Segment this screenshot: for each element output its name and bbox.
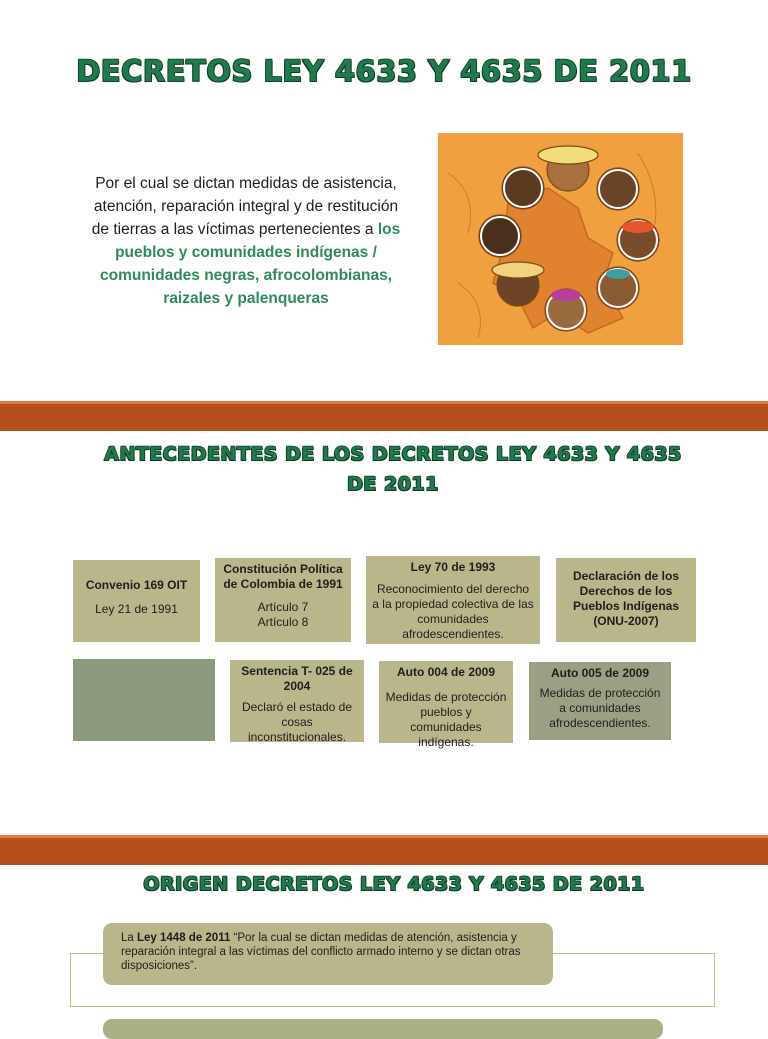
card-title: Auto 005 de 2009 xyxy=(550,666,650,680)
intro-highlight: los pueblos y comunidades indígenas / comunidades negras, afrocolombianas, raizales y palenqueras xyxy=(100,221,401,307)
card-declaracion-onu xyxy=(556,558,696,642)
page-title: DECRETOS LEY 4633 Y 4635 DE 2011 xyxy=(76,54,692,88)
section-divider-band xyxy=(0,835,768,865)
origen-box-ley-1448 xyxy=(103,923,553,985)
card-constitucion-1991 xyxy=(215,558,351,642)
card-body: Ley 21 de 1991 xyxy=(95,602,178,616)
card-body: Medidas de protección pueblos y comunidades indígenas. xyxy=(385,690,507,749)
origen-law: Ley 1448 de 2011 xyxy=(137,932,231,944)
card-title: Convenio 169 OIT xyxy=(85,578,188,592)
card-body: Artículo 7 Artículo 8 xyxy=(257,600,309,629)
section-divider-band xyxy=(0,401,768,431)
communities-illustration xyxy=(438,133,683,345)
card-title: Declaración de los Derechos de los Pueblos Indígenas (ONU-2007) xyxy=(572,569,680,628)
origen-title: ORIGEN DECRETOS LEY 4633 Y 4635 DE 2011 xyxy=(143,873,645,895)
card-title: Sentencia T- 025 de 2004 xyxy=(241,664,353,693)
intro-paragraph xyxy=(86,172,406,310)
map-with-faces-image xyxy=(438,133,683,345)
card-ley-70-1993 xyxy=(366,556,540,644)
origen-text: “Por la cual se dictan medidas de atención, asistencia y reparación integral a las víctimas del conflicto armado interno y se dictan otras disposiciones”. xyxy=(121,932,521,972)
antecedentes-title: ANTECEDENTES DE LOS DECRETOS LEY 4633 Y 4635 DE 2011 xyxy=(104,443,682,495)
card-title: Constitución Política de Colombia de 1991 xyxy=(223,562,343,591)
intro-text: Por el cual se dictan medidas de asistencia, atención, reparación integral y de restitución de tierras a las víctimas pertenecientes a xyxy=(91,175,399,238)
origen-box-next xyxy=(103,1019,663,1039)
card-auto-005 xyxy=(529,662,671,740)
origen-prefix: La xyxy=(121,932,137,944)
card-convenio-169 xyxy=(73,560,200,642)
card-body: Declaró el estado de cosas inconstitucionales. xyxy=(241,700,353,744)
card-body: Medidas de protección a comunidades afrodescendientes. xyxy=(539,686,661,730)
card-title: Ley 70 de 1993 xyxy=(410,560,496,574)
card-body: Reconocimiento del derecho a la propiedad colectiva de las comunidades afrodescendientes. xyxy=(372,582,534,641)
card-empty xyxy=(73,659,215,741)
card-title: Auto 004 de 2009 xyxy=(396,665,496,679)
card-auto-004 xyxy=(379,661,513,749)
card-sentencia-t025 xyxy=(230,660,364,742)
